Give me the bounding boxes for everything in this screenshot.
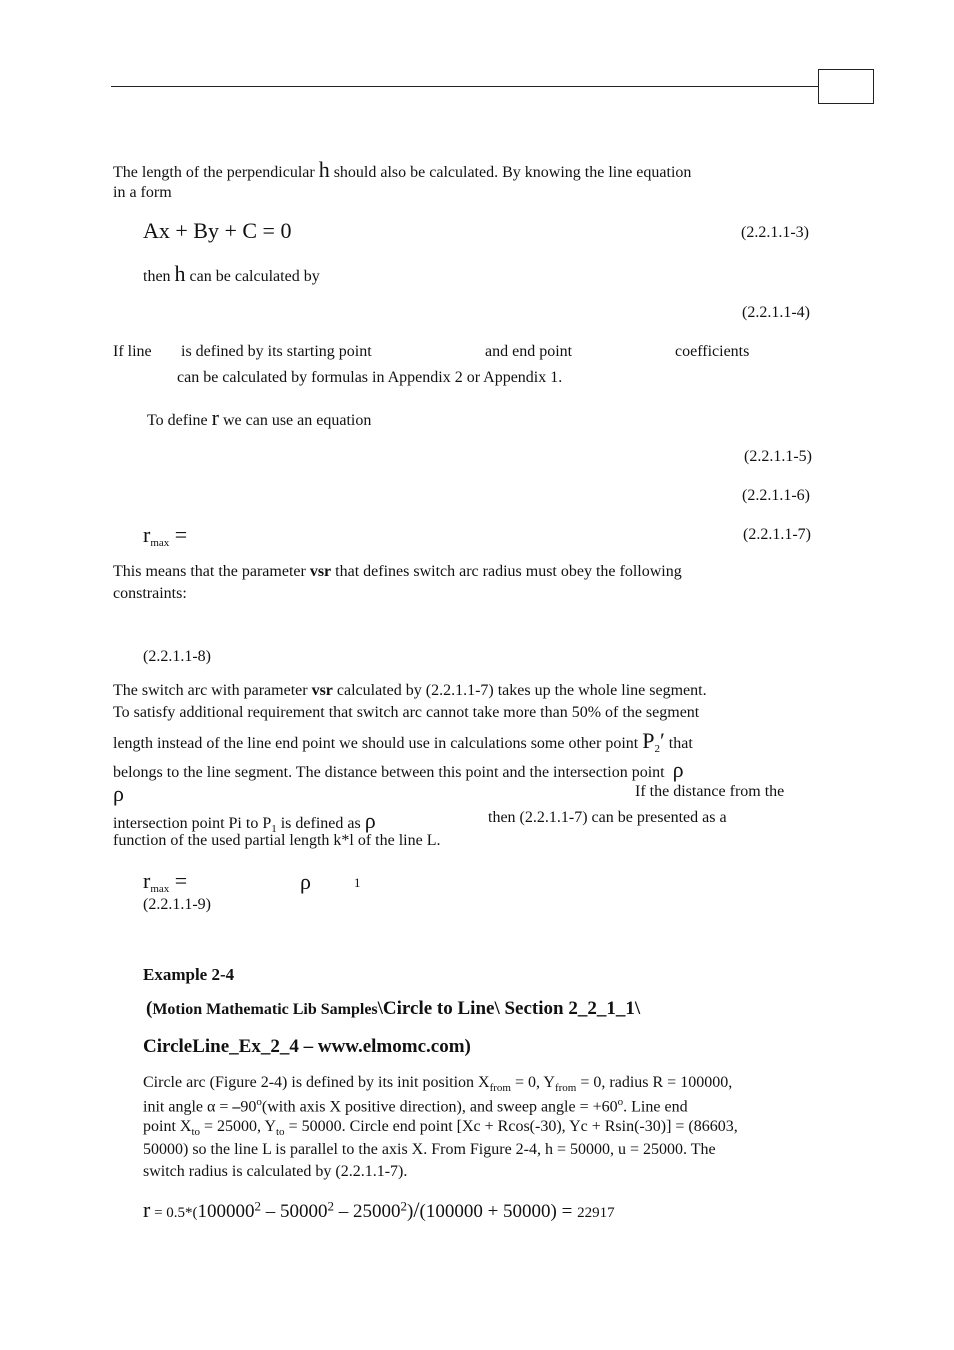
symbol-rho: ρ xyxy=(113,781,124,806)
equation-number-8: (2.2.1.1-8) xyxy=(143,648,211,665)
text: The switch arc with parameter xyxy=(113,682,312,699)
equation-number-6: (2.2.1.1-6) xyxy=(742,487,810,504)
subscript: from xyxy=(489,1082,511,1095)
text: – 50000 xyxy=(261,1201,328,1222)
superscript: 2 xyxy=(400,1198,408,1214)
equation-line: Ax + By + C = 0 xyxy=(143,218,292,243)
p5-line-2 xyxy=(143,1096,688,1116)
page-number-box xyxy=(818,69,874,104)
text-end-point: and end point xyxy=(485,343,573,360)
symbol-P: P xyxy=(642,728,655,753)
symbol-r: r xyxy=(211,405,219,430)
digit-one: 1 xyxy=(354,875,361,890)
text: (100000 + 50000) = xyxy=(419,1201,578,1222)
superscript: o xyxy=(617,1096,624,1108)
superscript: o xyxy=(256,1096,262,1108)
p4-line-4 xyxy=(113,757,684,783)
text: Motion Mathematic Lib Samples xyxy=(152,1001,378,1018)
text: = 0.5*( xyxy=(150,1205,198,1221)
text-if-line: If line xyxy=(113,343,152,360)
equation-number-4: (2.2.1.1-4) xyxy=(742,304,810,321)
text-then-h xyxy=(143,261,320,287)
text: belongs to the line segment. The distance between this point and the intersection point xyxy=(113,764,669,781)
superscript: 2 xyxy=(327,1198,335,1214)
text: . Line end xyxy=(623,1098,688,1116)
symbol-r: r xyxy=(143,522,151,547)
text: is defined as xyxy=(276,815,365,832)
text: = 0, radius R = 100000, xyxy=(576,1074,733,1091)
text: should also be calculated. By knowing the line equation xyxy=(329,164,692,181)
p4-line-3 xyxy=(113,728,693,755)
example-path-2: CircleLine_Ex_2_4 – www.elmomc.com) xyxy=(143,1036,471,1057)
text: = 50000. Circle end point [Xc + Rcos(-30), Yc + Rsin(-30)] = (86603, xyxy=(284,1118,738,1135)
p5-line-1 xyxy=(143,1074,732,1094)
param-vsr: vsr xyxy=(311,682,333,699)
text: length instead of the line end point we should use in calculations some other point xyxy=(113,735,643,752)
superscript: 2 xyxy=(254,1198,262,1214)
text: To define xyxy=(147,412,212,429)
text: The length of the perpendicular xyxy=(113,164,319,181)
equation-rmax xyxy=(143,522,187,549)
equation-number-9: (2.2.1.1-9) xyxy=(143,896,211,913)
text: init angle α = xyxy=(143,1098,233,1116)
subscript-max: max xyxy=(150,537,170,550)
paragraph-constraints xyxy=(113,563,682,581)
text: – xyxy=(232,1098,241,1116)
p4-line-7: function of the used partial length k*l of the line L. xyxy=(113,832,441,849)
symbol-rho: ρ xyxy=(364,808,376,833)
text: = 25000, Y xyxy=(200,1118,276,1135)
result-equation xyxy=(143,1197,615,1223)
text: intersection point Pi to P xyxy=(113,815,272,832)
example-title: Example 2-4 xyxy=(143,965,235,984)
text-starting-point: is defined by its starting point xyxy=(181,343,372,360)
text: we can use an equation xyxy=(218,412,372,429)
text: 100000 xyxy=(197,1201,255,1222)
text: 90 xyxy=(240,1098,257,1116)
symbol-rho: ρ xyxy=(672,757,684,782)
equation-number-5: (2.2.1.1-5) xyxy=(744,448,812,465)
p5-line-5: switch radius is calculated by (2.2.1.1-7). xyxy=(143,1163,408,1180)
slash: / xyxy=(413,1197,420,1222)
text: (with axis X positive direction), and sweep angle = +60 xyxy=(261,1098,618,1116)
param-vsr: vsr xyxy=(309,563,332,580)
p4-line-1 xyxy=(113,682,707,700)
subscript: to xyxy=(276,1126,285,1139)
text: This means that the parameter xyxy=(113,563,310,580)
equation-rmax-9 xyxy=(143,868,187,895)
paragraph-perpendicular xyxy=(113,157,691,183)
symbol-h: h xyxy=(174,261,186,286)
text: – 25000 xyxy=(334,1201,401,1222)
text-define-r xyxy=(147,405,371,431)
equation-number-7: (2.2.1.1-7) xyxy=(743,526,811,543)
symbol-rho: ρ xyxy=(300,869,311,894)
subscript: to xyxy=(191,1126,201,1139)
text: \Circle to Line\ Section 2_2_1_1\ xyxy=(377,998,641,1019)
text: that xyxy=(664,735,693,752)
text: Circle arc (Figure 2-4) is defined by its init position X xyxy=(143,1074,490,1091)
equals: = xyxy=(169,868,188,893)
equation-number-3: (2.2.1.1-3) xyxy=(741,224,809,241)
symbol-r: r xyxy=(143,1197,151,1222)
result-value: 22917 xyxy=(577,1205,615,1221)
header-rule xyxy=(111,86,818,87)
subscript-max: max xyxy=(150,883,170,896)
equals: = xyxy=(169,522,188,547)
subscript: from xyxy=(554,1082,577,1095)
text-then: then (2.2.1.1-7) can be presented as a xyxy=(488,809,727,826)
text-coefficients: coefficients xyxy=(675,343,750,360)
p4-line-2: To satisfy additional requirement that switch arc cannot take more than 50% of the segment xyxy=(113,704,700,721)
p5-line-3 xyxy=(143,1118,738,1138)
text-if-distance: If the distance from the xyxy=(635,783,785,800)
text: ) xyxy=(407,1201,414,1222)
prime: ′ xyxy=(659,728,665,753)
text: that defines switch arc radius must obey the following xyxy=(331,563,682,580)
text: = 0, Y xyxy=(511,1074,555,1091)
subscript: 1 xyxy=(271,823,277,836)
text: can be calculated by xyxy=(185,268,320,285)
text-constraints: constraints: xyxy=(113,585,187,602)
subscript: 2 xyxy=(654,743,660,756)
text: calculated by (2.2.1.1-7) takes up the whole line segment. xyxy=(332,682,707,699)
symbol-h: h xyxy=(318,157,330,182)
text: ( xyxy=(146,998,153,1019)
text: point X xyxy=(143,1118,192,1135)
text-appendix: can be calculated by formulas in Appendix 2 or Appendix 1. xyxy=(177,369,563,386)
p5-line-4: 50000) so the line L is parallel to the axis X. From Figure 2-4, h = 50000, u = 25000. The xyxy=(143,1141,716,1158)
symbol-r: r xyxy=(143,868,151,893)
example-path xyxy=(146,998,640,1020)
text-in-a-form: in a form xyxy=(113,184,172,201)
text: then xyxy=(143,268,175,285)
